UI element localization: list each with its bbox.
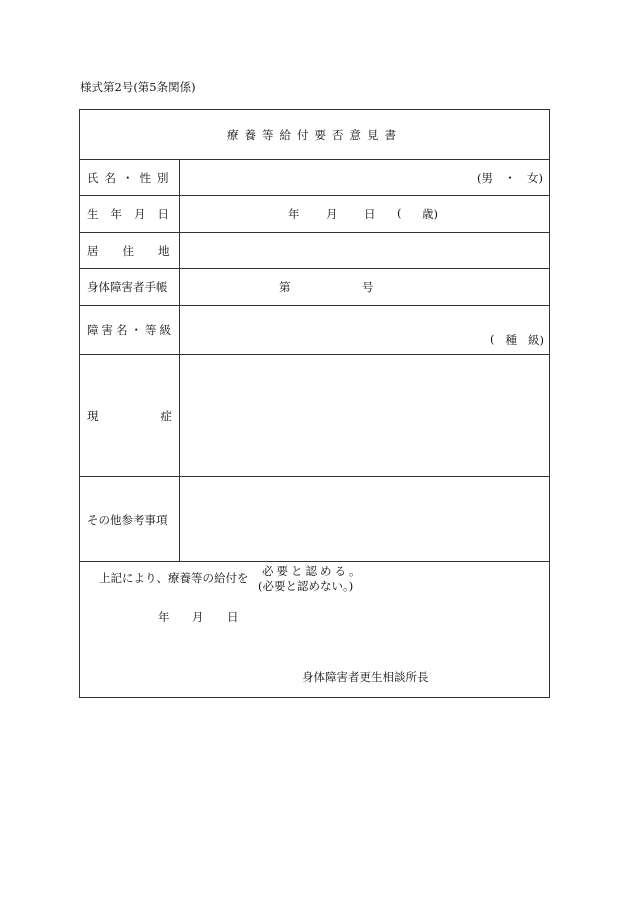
row-divider-name: [80, 195, 549, 196]
footer-statement: 上記により、療養等の給付を: [99, 571, 249, 585]
opinion-form-table: [79, 109, 550, 698]
handbook-label-text: 身体障害者手帳: [87, 280, 168, 294]
birth-month-unit: 月: [326, 207, 338, 221]
other-label-text: その他参考事項: [87, 513, 168, 527]
sex-separator: ・: [504, 171, 516, 185]
handbook-dai: 第: [279, 280, 291, 294]
grade-open: (: [490, 332, 495, 346]
footer-month-unit: 月: [192, 610, 204, 624]
grade-level: 級): [528, 333, 544, 347]
birth-day-unit: 日: [364, 207, 376, 221]
birth-year-unit: 年: [288, 207, 300, 221]
option-required: 必要と認める。: [262, 564, 364, 578]
age-open: (: [397, 206, 402, 220]
address-label-text: 居住地: [87, 244, 194, 258]
row-divider-symptoms: [80, 476, 549, 477]
disability-grade: [490, 332, 544, 348]
birth-date-label: [87, 206, 181, 222]
form-title: 療養等給付要否意見書: [227, 128, 402, 142]
age-unit: 歳): [422, 207, 438, 221]
sex-female: 女): [527, 171, 543, 185]
sex-male: (男: [477, 171, 493, 185]
address-label: [87, 243, 194, 259]
birth-date-label-text: 生年月日: [87, 207, 181, 221]
footer-year-unit: 年: [158, 610, 170, 624]
row-divider-handbook: [80, 305, 549, 306]
disability-label-text: 障害名・等級: [87, 323, 174, 337]
sex-choice: [477, 170, 543, 186]
signer-title: 身体障害者更生相談所長: [302, 670, 429, 684]
symptoms-label-text: 現症: [87, 409, 234, 423]
disability-label: [87, 322, 173, 338]
form-number: 様式第2号(第5条関係): [80, 80, 196, 94]
row-divider-address: [80, 268, 549, 269]
footer-day-unit: 日: [227, 610, 239, 624]
handbook-label: [87, 279, 173, 295]
name-sex-label: [87, 170, 173, 186]
other-label: [87, 512, 173, 528]
row-divider-birth: [80, 232, 549, 233]
option-not-required: (必要と認めない。): [258, 579, 354, 593]
row-divider-other: [80, 561, 549, 562]
row-divider-title: [80, 159, 549, 160]
name-sex-label-text: 氏名・性別: [87, 171, 175, 185]
row-divider-disability: [80, 354, 549, 355]
symptoms-label: [87, 408, 234, 424]
grade-type: 種: [505, 333, 517, 347]
handbook-go: 号: [362, 280, 374, 294]
